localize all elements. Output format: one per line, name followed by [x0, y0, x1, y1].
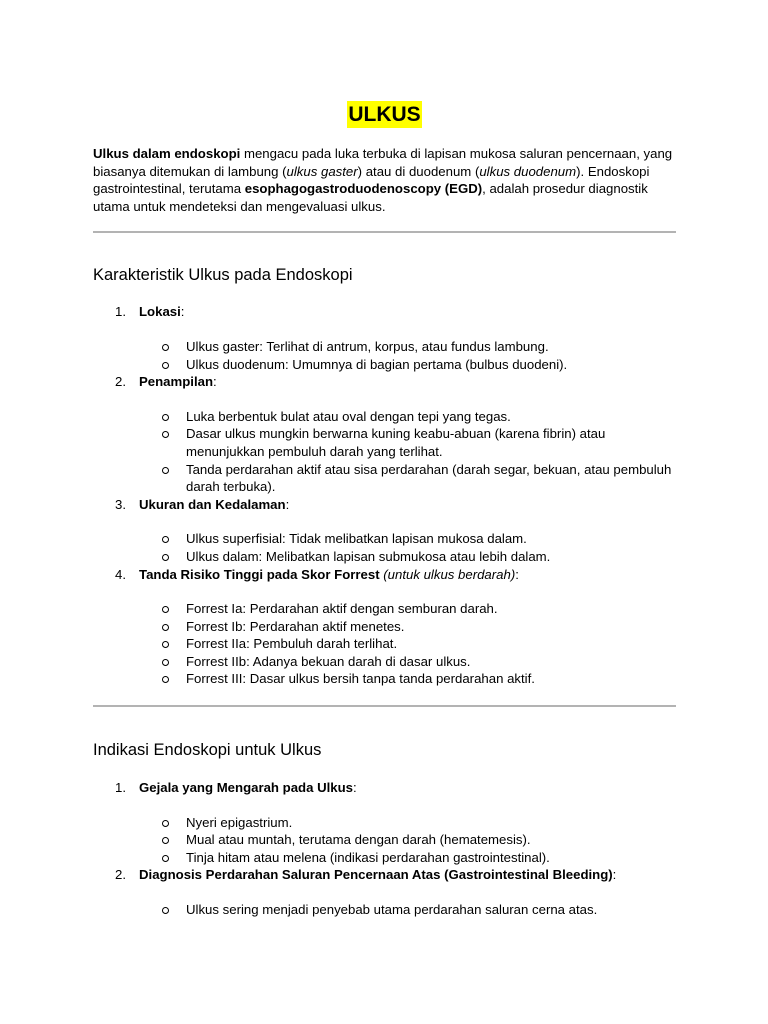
- text-run: :: [180, 304, 185, 320]
- numbered-list: [93, 303, 676, 688]
- text-run: ). Endoskopi gastrointestinal, terutama: [93, 163, 650, 197]
- sub-list-text: Dasar ulkus mungkin berwarna kuning keabu-abuan (karena fibrin) atau menunjukkan pembuluh darah yang terlihat.: [186, 426, 606, 459]
- hollow-bullet-icon: [162, 344, 169, 351]
- sub-list-text: Forrest Ia: Perdarahan aktif dengan semburan darah.: [186, 601, 498, 617]
- list-item-heading: [93, 373, 676, 391]
- sub-list-text: Tanda perdarahan aktif atau sisa perdarahan (darah segar, bekuan, atau pembuluh darah terbuka).: [186, 461, 672, 495]
- list-item: [93, 566, 676, 689]
- list-item-heading: [93, 866, 676, 884]
- hollow-bullet-icon: [162, 554, 169, 561]
- sub-list-item: [93, 600, 676, 618]
- text-run: :: [213, 374, 217, 390]
- sub-list-text: Tinja hitam atau melena (indikasi perdarahan gastrointestinal).: [186, 849, 550, 865]
- hollow-bullet-icon: [162, 414, 169, 421]
- sub-list-item: [93, 408, 676, 426]
- hollow-bullet-icon: [162, 536, 169, 543]
- hollow-bullet-icon: [162, 855, 169, 862]
- sub-list-item: [93, 814, 676, 832]
- sub-list-item: [93, 548, 676, 566]
- list-item: [93, 303, 676, 373]
- list-item-heading: [93, 496, 676, 514]
- sub-list-item: [93, 356, 676, 374]
- list-item-label: [139, 567, 519, 582]
- list-number: 2.: [115, 374, 126, 390]
- sub-list-text: Forrest III: Dasar ulkus bersih tanpa tanda perdarahan aktif.: [186, 671, 535, 687]
- sub-list-text: Nyeri epigastrium.: [186, 814, 293, 830]
- text-run: ) atau di duodenum (: [357, 163, 480, 179]
- list-item: [93, 496, 676, 566]
- sub-list: [93, 408, 676, 496]
- sub-list-text: Forrest IIa: Pembuluh darah terlihat.: [186, 636, 398, 652]
- list-item-label: [139, 374, 217, 389]
- list-number: 2.: [115, 867, 126, 883]
- hollow-bullet-icon: [162, 641, 169, 648]
- list-number: 3.: [115, 496, 126, 512]
- sub-list-text: Ulkus sering menjadi penyebab utama perdarahan saluran cerna atas.: [186, 902, 598, 918]
- section-heading: Indikasi Endoskopi untuk Ulkus: [93, 741, 322, 760]
- bold-text: Gejala yang Mengarah pada Ulkus: [139, 780, 354, 796]
- sub-list-text: Mual atau muntah, terutama dengan darah (hematemesis).: [186, 832, 531, 848]
- italic-text: (untuk ulkus berdarah): [383, 566, 516, 582]
- list-item-label: [139, 780, 357, 795]
- sub-list: [93, 338, 676, 373]
- text-run: :: [612, 867, 617, 883]
- hollow-bullet-icon: [162, 820, 169, 827]
- hollow-bullet-icon: [162, 659, 169, 666]
- document-title: ULKUS: [348, 103, 421, 126]
- sub-list-text: Ulkus superfisial: Tidak melibatkan lapisan mukosa dalam.: [186, 531, 527, 547]
- hollow-bullet-icon: [162, 676, 169, 683]
- italic-text: ulkus duodenum: [479, 163, 577, 179]
- text-run: :: [285, 496, 290, 512]
- text-run: :: [515, 566, 519, 582]
- sub-list-item: [93, 338, 676, 356]
- bold-text: Ukuran dan Kedalaman: [139, 496, 286, 512]
- bold-text: Lokasi: [139, 304, 181, 320]
- hollow-bullet-icon: [162, 431, 169, 438]
- list-number: 1.: [115, 780, 126, 796]
- numbered-list: [93, 779, 676, 919]
- sub-list: [93, 814, 676, 867]
- list-item-heading: [93, 303, 676, 321]
- hollow-bullet-icon: [162, 362, 169, 369]
- sub-list: [93, 600, 676, 688]
- sub-list-text: Luka berbentuk bulat atau oval dengan tepi yang tegas.: [186, 408, 511, 424]
- horizontal-rule: [93, 705, 676, 707]
- sub-list: [93, 901, 676, 919]
- hollow-bullet-icon: [162, 606, 169, 613]
- sub-list-item: [93, 901, 676, 919]
- bold-text: Tanda Risiko Tinggi pada Skor Forrest: [139, 566, 380, 582]
- list-item: [93, 866, 676, 918]
- sub-list-item: [93, 831, 676, 849]
- sub-list-text: Ulkus duodenum: Umumnya di bagian pertama (bulbus duodeni).: [186, 356, 568, 372]
- text-run: , adalah prosedur diagnostik utama untuk mendeteksi dan mengevaluasi ulkus.: [93, 181, 648, 214]
- sub-list-text: Forrest Ib: Perdarahan aktif menetes.: [186, 618, 405, 634]
- intro-paragraph: [93, 145, 676, 215]
- list-item-heading: [93, 566, 676, 584]
- list-item: [93, 373, 676, 496]
- text-run: :: [353, 780, 357, 796]
- sub-list-text: Ulkus dalam: Melibatkan lapisan submukosa atau lebih dalam.: [186, 548, 551, 564]
- section-indikasi: [93, 740, 676, 919]
- document-page: [93, 0, 676, 919]
- bold-text: Diagnosis Perdarahan Saluran Pencernaan Atas (Gastrointestinal Bleeding): [139, 867, 613, 883]
- sub-list-item: [93, 849, 676, 867]
- list-item-heading: [93, 779, 676, 797]
- text-run: mengacu pada luka terbuka di lapisan mukosa saluran pencernaan, yang biasanya ditemukan di lambung (: [93, 146, 673, 179]
- sub-list-item: [93, 635, 676, 653]
- horizontal-rule: [93, 231, 676, 233]
- sub-list-item: [93, 461, 676, 496]
- list-item-label: [139, 497, 289, 512]
- list-number: 1.: [115, 304, 126, 320]
- section-heading: Karakteristik Ulkus pada Endoskopi: [93, 266, 353, 285]
- sub-list-item: [93, 425, 676, 460]
- sub-list-item: [93, 530, 676, 548]
- bold-text: esophagogastroduodenoscopy (EGD): [244, 181, 483, 197]
- list-item-label: [139, 867, 616, 882]
- sub-list: [93, 530, 676, 565]
- sub-list-text: Forrest IIb: Adanya bekuan darah di dasar ulkus.: [186, 653, 471, 669]
- hollow-bullet-icon: [162, 624, 169, 631]
- hollow-bullet-icon: [162, 467, 169, 474]
- list-item: [93, 779, 676, 866]
- sub-list-text: Ulkus gaster: Terlihat di antrum, korpus, atau fundus lambung.: [186, 338, 549, 354]
- hollow-bullet-icon: [162, 907, 169, 914]
- title-wrap: [93, 101, 676, 129]
- section-karakteristik: [93, 265, 676, 688]
- sub-list-item: [93, 653, 676, 671]
- sub-list-item: [93, 618, 676, 636]
- bold-text: Penampilan: [139, 374, 214, 390]
- sub-list-item: [93, 670, 676, 688]
- bold-text: Ulkus dalam endoskopi: [93, 146, 241, 161]
- italic-text: ulkus gaster: [286, 163, 358, 179]
- hollow-bullet-icon: [162, 837, 169, 844]
- list-number: 4.: [115, 566, 126, 582]
- list-item-label: [139, 304, 184, 319]
